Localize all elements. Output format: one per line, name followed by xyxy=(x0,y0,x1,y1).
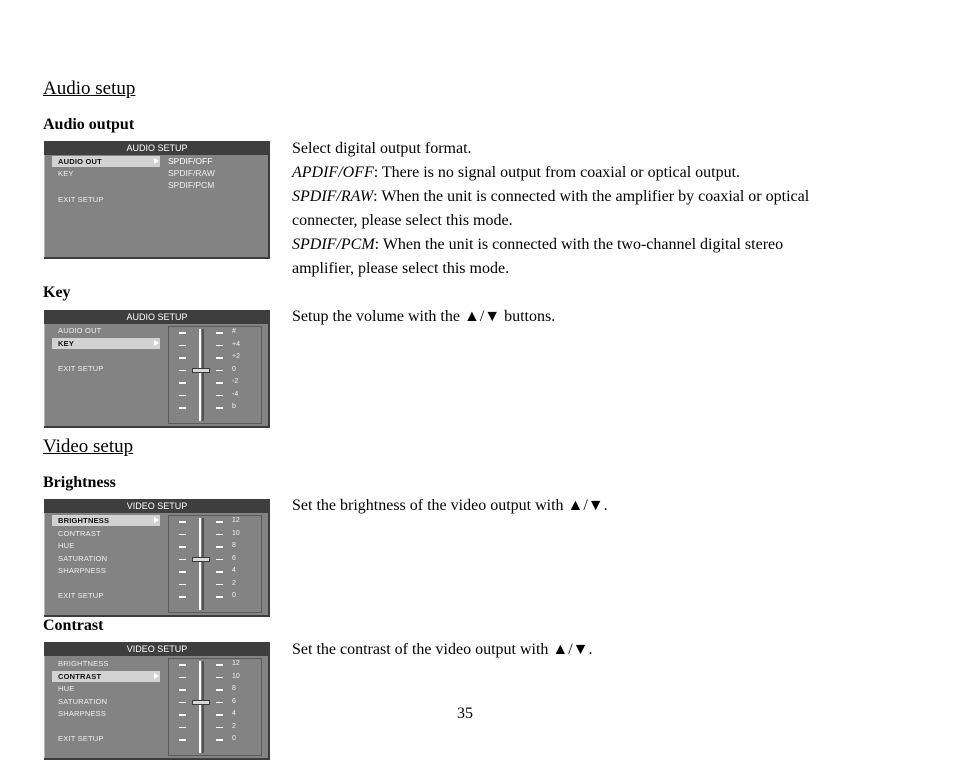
desc-line xyxy=(292,233,809,257)
osd-item-hue: HUE xyxy=(58,541,75,550)
slider-tick xyxy=(179,664,186,666)
slider-handle xyxy=(192,368,210,373)
section-heading-video-setup: Video setup xyxy=(43,436,134,457)
osd-title: AUDIO SETUP xyxy=(44,141,270,155)
desc-text: : When the unit is connected with the amplifier by coaxial or optical xyxy=(373,188,810,205)
key-description: Setup the volume with the ▲/▼ buttons. xyxy=(292,308,556,325)
osd-item-contrast: CONTRAST xyxy=(58,672,102,681)
osd-item-brightness: BRIGHTNESS xyxy=(58,516,110,525)
desc-line: amplifier, please select this mode. xyxy=(292,260,510,277)
heading-audio-output: Audio output xyxy=(43,116,135,133)
slider-tick xyxy=(216,407,223,409)
slider-scale-label: b xyxy=(232,403,236,410)
heading-brightness: Brightness xyxy=(43,474,116,491)
osd-item-exit-setup: EXIT SETUP xyxy=(58,195,104,204)
slider-scale-label: -2 xyxy=(232,378,239,385)
key-menu-screenshot xyxy=(44,310,270,428)
heading-contrast: Contrast xyxy=(43,617,104,634)
slider-tick xyxy=(216,727,223,729)
osd-option-spdif-pcm: SPDIF/PCM xyxy=(168,180,215,190)
slider-tick xyxy=(179,407,186,409)
slider-tick xyxy=(179,596,186,598)
osd-item-key: KEY xyxy=(58,339,75,348)
slider-handle xyxy=(192,700,210,705)
osd-item-contrast: CONTRAST xyxy=(58,529,101,538)
slider-scale-label: 10 xyxy=(232,672,240,680)
osd-item-hue: HUE xyxy=(58,684,75,693)
osd-item-sharpness: SHARPNESS xyxy=(58,566,107,575)
slider-rail xyxy=(199,661,201,753)
slider-tick xyxy=(216,689,223,691)
osd-item-audio-out: AUDIO OUT xyxy=(58,157,102,166)
slider-tick xyxy=(179,370,186,372)
desc-line: Select digital output format. xyxy=(292,140,472,157)
slider-tick xyxy=(216,370,223,372)
brightness-description: Set the brightness of the video output with ▲/▼. xyxy=(292,497,608,514)
osd-item-sharpness: SHARPNESS xyxy=(58,709,107,718)
desc-term: APDIF/OFF xyxy=(292,164,374,181)
slider-scale-label: 0 xyxy=(232,592,236,599)
slider-scale-label: 2 xyxy=(232,579,236,587)
osd-title: VIDEO SETUP xyxy=(44,499,270,513)
slider-tick xyxy=(179,559,186,561)
slider-tick xyxy=(216,332,223,334)
slider-tick xyxy=(216,739,223,741)
osd-item-saturation: SATURATION xyxy=(58,697,108,706)
slider-tick xyxy=(216,559,223,561)
brightness-menu-screenshot xyxy=(44,499,270,617)
slider-tick xyxy=(216,664,223,666)
osd-option-spdif-raw: SPDIF/RAW xyxy=(168,168,215,178)
slider-tick xyxy=(216,534,223,536)
slider-tick xyxy=(216,714,223,716)
desc-line xyxy=(292,185,809,209)
contrast-description: Set the contrast of the video output with ▲/▼. xyxy=(292,641,593,658)
slider-scale-label: 8 xyxy=(232,685,236,692)
slider-scale-label: 12 xyxy=(232,660,240,667)
contrast-menu-screenshot xyxy=(44,642,270,760)
slider-tick xyxy=(179,546,186,548)
slider-scale-label: +4 xyxy=(232,340,240,348)
level-slider xyxy=(168,658,262,756)
slider-scale-label: 12 xyxy=(232,517,240,524)
slider-rail-shadow xyxy=(202,661,204,753)
slider-handle xyxy=(192,557,210,562)
slider-scale-label: # xyxy=(232,328,236,335)
slider-tick xyxy=(179,534,186,536)
slider-tick xyxy=(216,382,223,384)
page-number: 35 xyxy=(457,705,473,722)
osd-item-exit-setup: EXIT SETUP xyxy=(58,364,104,373)
slider-rail xyxy=(199,329,201,421)
desc-line xyxy=(292,161,809,185)
slider-rail-shadow xyxy=(202,518,204,610)
slider-tick xyxy=(216,571,223,573)
audio-output-menu-screenshot xyxy=(44,141,270,259)
slider-scale-label: +2 xyxy=(232,353,240,360)
slider-tick xyxy=(179,677,186,679)
slider-tick xyxy=(179,739,186,741)
audio-output-description xyxy=(292,137,809,281)
slider-scale-label: 0 xyxy=(232,365,236,373)
osd-option-spdif-off: SPDIF/OFF xyxy=(168,156,213,166)
slider-tick xyxy=(179,382,186,384)
osd-item-audio-out: AUDIO OUT xyxy=(58,326,102,335)
section-heading-audio-setup: Audio setup xyxy=(43,78,136,99)
desc-text: : When the unit is connected with the two-channel digital stereo xyxy=(374,236,784,253)
slider-tick xyxy=(179,584,186,586)
slider-tick xyxy=(216,584,223,586)
slider-scale-label: 4 xyxy=(232,710,236,717)
slider-scale-label: 4 xyxy=(232,567,236,574)
osd-item-saturation: SATURATION xyxy=(58,554,108,563)
heading-key: Key xyxy=(43,284,71,301)
slider-scale-label: 2 xyxy=(232,722,236,730)
slider-tick xyxy=(216,395,223,397)
osd-item-exit-setup: EXIT SETUP xyxy=(58,734,104,743)
desc-text: : There is no signal output from coaxial or optical output. xyxy=(373,164,741,181)
slider-tick xyxy=(216,357,223,359)
level-slider xyxy=(168,515,262,613)
slider-scale-label: 8 xyxy=(232,542,236,549)
slider-tick xyxy=(179,332,186,334)
osd-arrow-icon xyxy=(154,673,159,679)
desc-term: SPDIF/PCM xyxy=(292,236,375,253)
slider-scale-label: -4 xyxy=(232,390,239,398)
osd-item-key: KEY xyxy=(58,169,74,178)
slider-scale-label: 10 xyxy=(232,529,240,537)
desc-term: SPDIF/RAW xyxy=(292,188,374,205)
slider-tick xyxy=(179,689,186,691)
slider-tick xyxy=(179,571,186,573)
osd-arrow-icon xyxy=(154,340,159,346)
slider-scale-label: 0 xyxy=(232,735,236,742)
slider-tick xyxy=(179,714,186,716)
slider-rail-shadow xyxy=(202,329,204,421)
slider-tick xyxy=(216,677,223,679)
slider-rail xyxy=(199,518,201,610)
slider-scale-label: 6 xyxy=(232,554,236,562)
level-slider xyxy=(168,326,262,424)
osd-arrow-icon xyxy=(154,517,159,523)
slider-tick xyxy=(216,345,223,347)
slider-tick xyxy=(179,727,186,729)
osd-arrow-icon xyxy=(154,158,159,164)
slider-tick xyxy=(179,702,186,704)
slider-scale-label: 6 xyxy=(232,697,236,705)
desc-line: connecter, please select this mode. xyxy=(292,212,513,229)
osd-item-brightness: BRIGHTNESS xyxy=(58,659,109,668)
slider-tick xyxy=(179,357,186,359)
osd-item-exit-setup: EXIT SETUP xyxy=(58,591,104,600)
slider-tick xyxy=(216,596,223,598)
slider-tick xyxy=(216,521,223,523)
slider-tick xyxy=(179,395,186,397)
slider-tick xyxy=(216,702,223,704)
slider-tick xyxy=(216,546,223,548)
slider-tick xyxy=(179,345,186,347)
osd-title: VIDEO SETUP xyxy=(44,642,270,656)
slider-tick xyxy=(179,521,186,523)
osd-title: AUDIO SETUP xyxy=(44,310,270,324)
